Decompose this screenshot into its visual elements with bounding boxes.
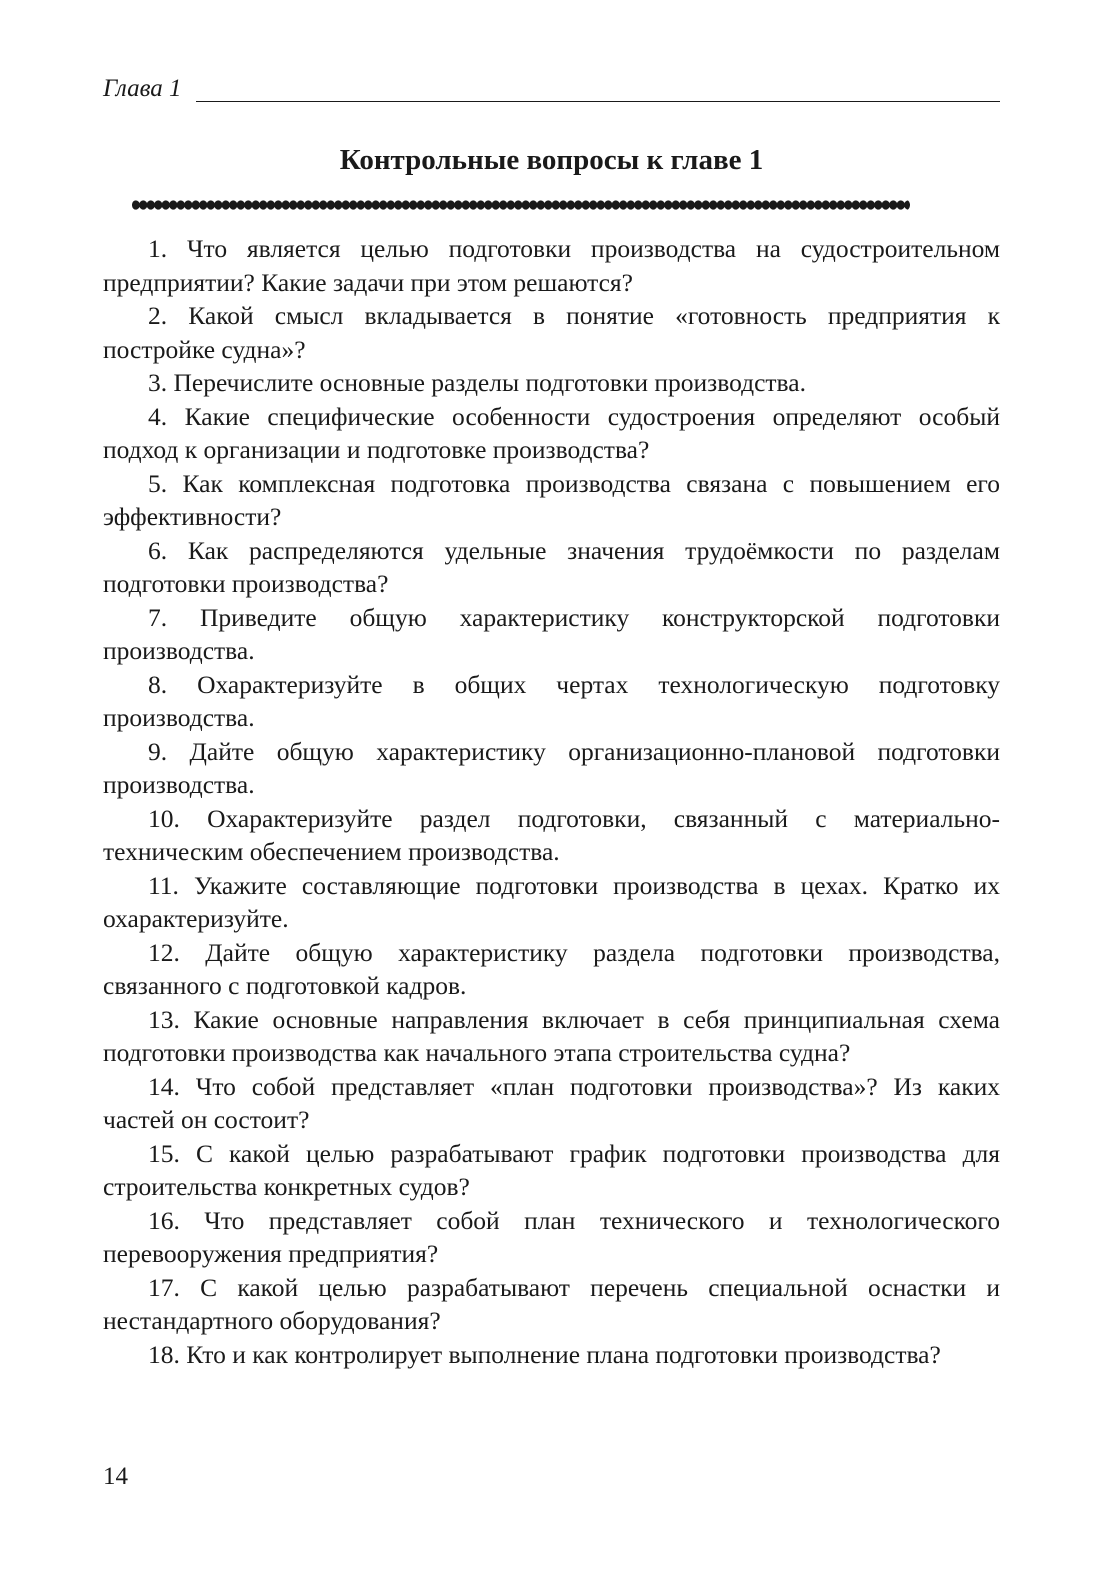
running-header [103,74,1000,106]
question-item: 2. Какой смысл вкладывается в понятие «готовность предприятия к постройке судна»? [103,301,1000,364]
question-item: 9. Дайте общую характеристику организационно-плановой подготовки производства. [103,736,1000,799]
questions-list [103,232,1000,1371]
question-item: 15. С какой целью разрабатывают график подготовки производства для строительства конкретных судов? [103,1138,1000,1201]
question-item: 8. Охарактеризуйте в общих чертах технологическую подготовку производства. [103,669,1000,732]
chapter-label: Глава 1 [103,75,182,102]
question-item: 18. Кто и как контролирует выполнение плана подготовки производства? [148,1339,941,1369]
question-item: 14. Что собой представляет «план подготовки производства»? Из каких частей он состоит? [103,1071,1000,1134]
question-item: 13. Какие основные направления включает в себя принципиальная схема подготовки производства как начального этапа строительства судна? [103,1004,1000,1067]
question-item: 4. Какие специфические особенности судостроения определяют особый подход к организации и подготовке производства? [103,401,1000,464]
header-rule [196,101,1000,102]
question-item: 10. Охарактеризуйте раздел подготовки, связанный с материально-техническим обеспечением производства. [103,803,1000,866]
question-item: 7. Приведите общую характеристику конструкторской подготовки производства. [103,602,1000,665]
page-number: 14 [103,1463,128,1490]
question-item: 17. С какой целью разрабатывают перечень специальной оснастки и нестандартного оборудования? [103,1272,1000,1335]
question-item: 11. Укажите составляющие подготовки производства в цехах. Кратко их охарактеризуйте. [103,870,1000,933]
question-item: 3. Перечислите основные разделы подготовки производства. [148,368,806,397]
page-title: Контрольные вопросы к главе 1 [339,144,764,176]
question-item: 5. Как комплексная подготовка производства связана с повышением его эффективности? [103,468,1000,531]
question-item: 12. Дайте общую характеристику раздела подготовки производства, связанного с подготовкой кадров. [103,937,1000,1000]
question-item: 16. Что представляет собой план технического и технологического перевооружения предприятия? [103,1205,1000,1268]
dotted-ornament-divider [132,197,910,213]
question-item: 1. Что является целью подготовки производства на судостроительном предприятии? Какие задачи при этом решаются? [103,234,1000,297]
question-item: 6. Как распределяются удельные значения трудоёмкости по разделам подготовки производства? [103,535,1000,598]
